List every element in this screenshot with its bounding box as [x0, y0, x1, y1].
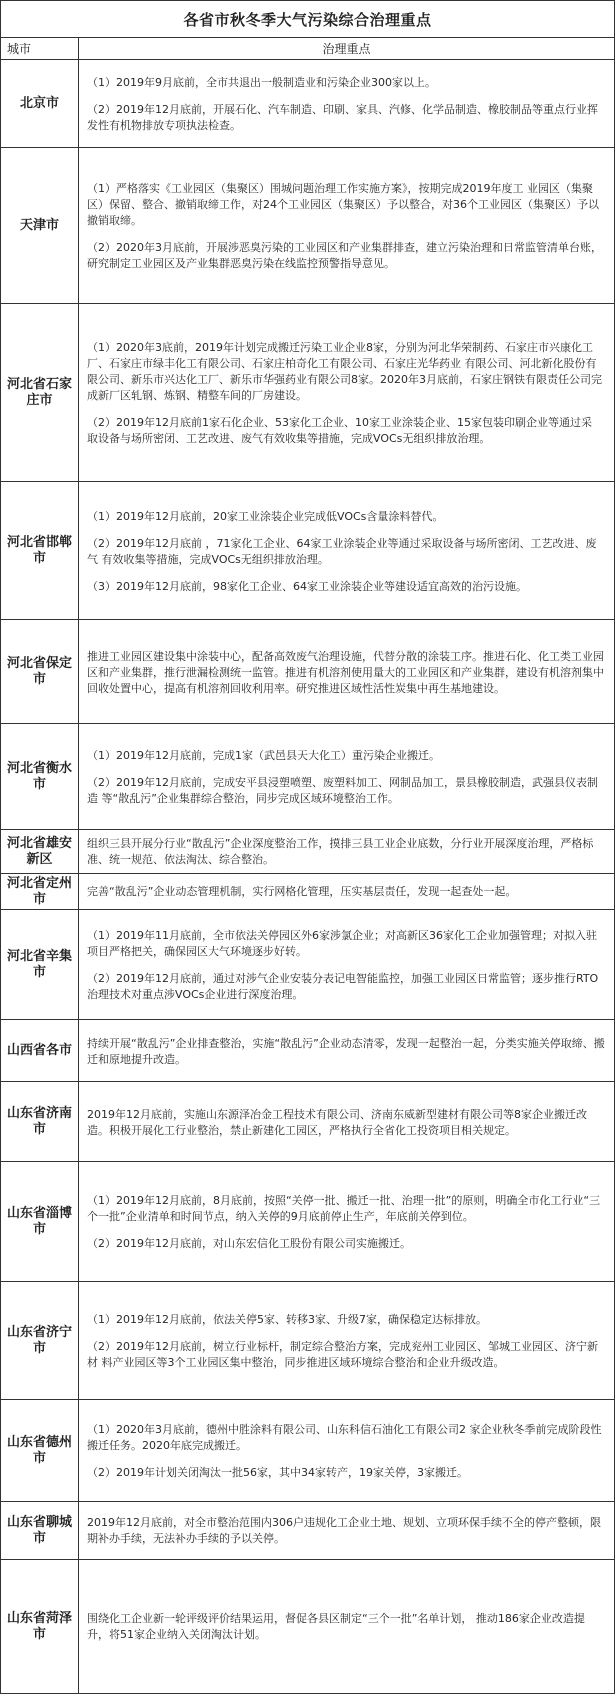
table-row [1, 148, 614, 304]
table-row [1, 874, 614, 910]
focus-item: （1）2019年12月底前，8月底前，按照“关停一批、搬迁一批、治理一批”的原则，明确全市化工行业“三个一批”企业清单和时间节点，纳入关停的9月底前停止生产，年底前关停到位。 [87, 1194, 601, 1223]
table-row [1, 1162, 614, 1282]
header-focus: 治理重点 [322, 42, 371, 56]
focus-cell [79, 874, 614, 909]
city-cell: 河北省衡水市 [1, 724, 79, 829]
focus-item: （2）2019年计划关闭淘汰一批56家，其中34家转产，19家关停，3家搬迁。 [87, 1466, 468, 1479]
table-row [1, 620, 614, 724]
city-cell: 山东省德州市 [1, 1400, 79, 1501]
city-cell: 河北省石家庄市 [1, 304, 79, 481]
focus-item: 推进工业园区建设集中涂装中心，配备高效废气治理设施，代替分散的涂装工序。推进石化、化工类工业园区和产业集群，推行泄漏检测统一监管。推进有机溶剂使用量大的工业园区和产业集群，建设有机溶剂集中回收处置中心，提高有机溶剂回收利用率。研究推进区域性活性炭集中再生基地建设。 [87, 649, 604, 695]
focus-cell [79, 620, 614, 723]
focus-cell [79, 1400, 614, 1501]
focus-item: （2）2019年12月底前 ，71家化工企业、64家工业涂装企业等通过采取设备与场所密闭、工艺改进、废气 有效收集等措施，完成VOCs无组织排放治理。 [87, 536, 597, 566]
focus-cell [79, 724, 614, 829]
focus-item: （2）2019年12月底前，开展石化、汽车制造、印刷、家具、汽修、化学品制造、橡胶制品等重点行业挥发性有机物排放专项执法检查。 [87, 103, 598, 132]
focus-cell [79, 148, 614, 303]
focus-item: （1）2020年3月底前，德州中胜涂料有限公司、山东科信石油化工有限公司2 家企业秋冬季前完成阶段性 搬迁任务。2020年底完成搬迁。 [87, 1423, 602, 1452]
focus-item: （1）2019年12月底前，20家工业涂装企业完成低VOCs含量涂料替代。 [87, 509, 444, 523]
focus-item: （1）2019年9月底前，全市共退出一般制造业和污染企业300家以上。 [87, 76, 436, 89]
focus-cell [79, 1282, 614, 1399]
table-row [1, 482, 614, 620]
city-cell: 山东省聊城市 [1, 1502, 79, 1559]
focus-cell [79, 1560, 614, 1693]
focus-item: （2）2019年12月底前，通过对涉气企业安装分表记电智能监控，加强工业园区日常监管；逐步推行RTO治理技术对重点涉VOCs企业进行深度治理。 [87, 972, 599, 1001]
page-title: 各省市秋冬季大气污染综合治理重点 [1, 1, 614, 38]
city-cell: 山东省淄博市 [1, 1162, 79, 1281]
focus-item: （1）2019年12月底前，完成1家（武邑县天大化工）重污染企业搬迁。 [87, 749, 440, 762]
focus-item: 组织三县开展分行业“散乱污”企业深度整治工作，摸排三县工业企业底数，分行业开展深度治理，严格标准、统一规范、依法淘汰、综合整治。 [87, 837, 594, 866]
focus-item: （2）2020年3月底前，开展涉恶臭污染的工业园区和产业集群排查，建立污染治理和日常监管清单台账，研究制定工业园区及产业集群恶臭污染在线监控预警指导意见。 [87, 241, 602, 270]
focus-item: 完善“散乱污”企业动态管理机制，实行网格化管理，压实基层责任，发现一起查处一起。 [87, 884, 517, 898]
focus-item: （1）2019年12月底前，依法关停5家、转移3家、升级7家，确保稳定达标排放。 [87, 1313, 487, 1326]
focus-item: （1）2020年3底前，2019年计划完成搬迁污染工业企业8家，分别为河北华荣制药、石家庄市兴康化工厂、石家庄市绿丰化工有限公司、石家庄柏奇化工有限公司、石家庄光华药业 有限公司、河北新化股份有限公司、新乐市兴达化工厂、新乐市华强药业有限公司8家。2020年3月底前，石家庄钢铁有限责任公司完成新厂区轧钢、炼钢、精整车间的厂房建设。 [87, 341, 602, 402]
focus-cell [79, 60, 614, 147]
focus-item: （2）2019年12月底前，树立行业标杆，制定综合整治方案，完成兖州工业园区、邹城工业园区、济宁新材 料产业园区等3个工业园区集中整治，同步推进区域环境综合整治和企业升级改造。 [87, 1340, 598, 1369]
table-row [1, 910, 614, 1020]
city-cell: 天津市 [1, 148, 79, 303]
focus-item: （3）2019年12月底前，98家化工企业、64家工业涂装企业等建设适宜高效的治污设施。 [87, 579, 527, 593]
focus-item: （1）2019年11月底前，全市依法关停园区外6家涉氯企业；对高新区36家化工企业加强管理；对拟入驻项目严格把关，确保园区大气环境逐步好转。 [87, 929, 597, 958]
table-row [1, 1082, 614, 1162]
city-cell: 河北省邯郸市 [1, 482, 79, 619]
table-row [1, 1400, 614, 1502]
focus-item: 2019年12月底前，实施山东源泽冶金工程技术有限公司、济南东威新型建材有限公司等8家企业搬迁改造。积极开展化工行业整治，禁止新建化工园区，严格执行全省化工投资项目相关规定。 [87, 1107, 587, 1137]
city-cell: 山西省各市 [1, 1020, 79, 1081]
focus-cell [79, 1162, 614, 1281]
focus-item: （2）2019年12月底前，对山东宏信化工股份有限公司实施搬迁。 [87, 1237, 411, 1250]
focus-item: （2）2019年12月底前，完成安平县浸塑喷塑、废塑料加工、网制品加工，景县橡胶制造，武强县仪表制造 等“散乱污”企业集群综合整治，同步完成区域环境整治工作。 [87, 776, 598, 805]
city-cell: 北京市 [1, 60, 79, 147]
city-cell: 河北省辛集市 [1, 910, 79, 1019]
city-cell: 山东省济南市 [1, 1082, 79, 1161]
focus-cell [79, 830, 614, 873]
focus-item: （2）2019年12月底前1家石化企业、53家化工企业、10家工业涂装企业、15家包装印刷企业等通过采 取设备与场所密闭、工艺改进、废气有效收集等措施，完成VOCs无组织排放治理。 [87, 416, 592, 445]
table-row [1, 304, 614, 482]
table-row [1, 1282, 614, 1400]
table-row [1, 830, 614, 874]
focus-cell [79, 482, 614, 619]
table-row [1, 1020, 614, 1082]
focus-cell [79, 1082, 614, 1161]
city-cell: 河北省保定市 [1, 620, 79, 723]
focus-cell [79, 1502, 614, 1559]
table-row [1, 724, 614, 830]
focus-cell [79, 1020, 614, 1081]
city-cell: 山东省济宁市 [1, 1282, 79, 1399]
city-cell: 山东省菏泽市 [1, 1560, 79, 1693]
city-cell: 河北省定州市 [1, 874, 79, 909]
city-cell: 河北省雄安新区 [1, 830, 79, 873]
table-row [1, 1560, 614, 1693]
focus-cell [79, 304, 614, 481]
focus-cell [79, 910, 614, 1019]
focus-item: 围绕化工企业新一轮评级评价结果运用，督促各县区制定“三个一批”名单计划， 推动186家企业改造提升，将51家企业纳入关闭淘汰计划。 [87, 1611, 585, 1641]
focus-item: 2019年12月底前，对全市整治范围内306户违规化工企业土地、规划、立项环保手续不全的停产整顿，限期补办手续，无法补办手续的予以关停。 [87, 1515, 601, 1545]
table-row [1, 1502, 614, 1560]
table-header [1, 38, 614, 60]
focus-item: 持续开展“散乱污”企业排查整治，实施“散乱污”企业动态清零，发现一起整治一起，分类实施关停取缔、搬迁和原地提升改造。 [87, 1036, 605, 1066]
table-row [1, 60, 614, 148]
header-city: 城市 [1, 38, 79, 59]
focus-item: （1）严格落实《工业园区（集聚区）围城问题治理工作实施方案》，按期完成2019年度工 业园区（集聚区）保留、整合、撤销取缔工作，对24个工业园区（集聚区）予以整合，对36个工业园区（集聚区）予以撤销取缔。 [87, 182, 599, 227]
